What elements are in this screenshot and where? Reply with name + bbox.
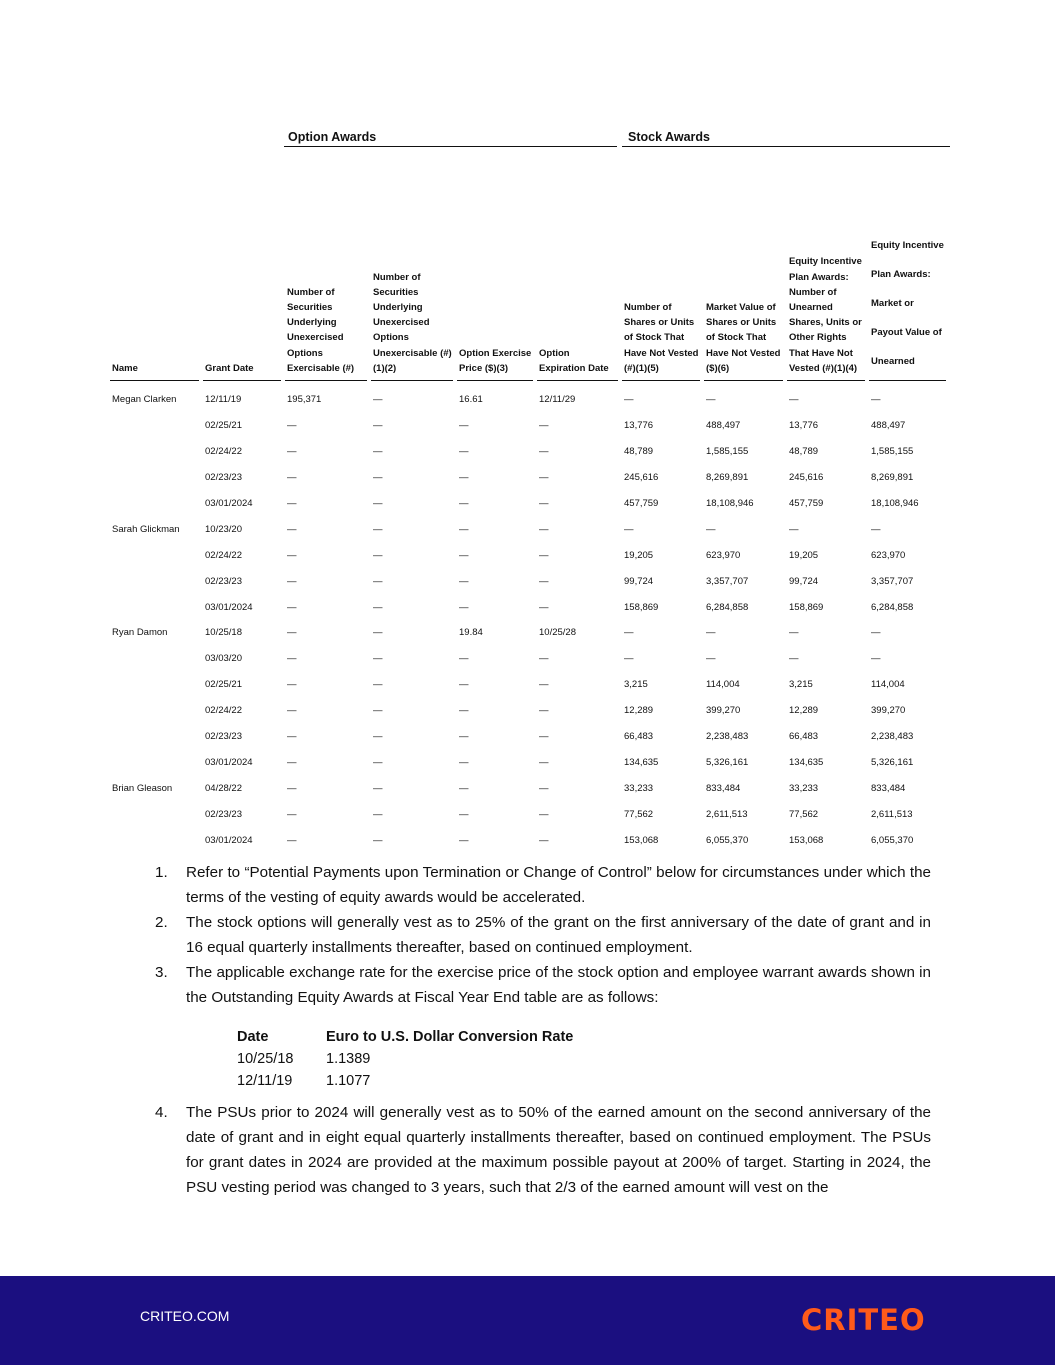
table-cell: — bbox=[539, 782, 549, 794]
table-cell: — bbox=[373, 601, 383, 613]
table-cell: 3,357,707 bbox=[706, 575, 749, 587]
footnote-text: The PSUs prior to 2024 will generally vest as to 50% of the earned amount on the second anniversary of the date of grant and in eight equal quarterly installments thereafter, based on continued employment. The PSUs for grant dates in 2024 are provided at the maximum possible payout at 200% of target. Starting in 2024, the PSU vesting period was changed to 3 years, such that 2/3 of the earned amount will vest on the bbox=[186, 1104, 931, 1196]
footnote-text: Refer to “Potential Payments upon Termination or Change of Control” below for circumstances under which the terms of the vesting of equity awards would be accelerated. bbox=[186, 864, 931, 906]
table-cell: — bbox=[373, 627, 383, 639]
table-cell: — bbox=[789, 523, 799, 535]
table-cell: 8,269,891 bbox=[706, 472, 749, 484]
header-row bbox=[110, 147, 946, 381]
table-cell: 833,484 bbox=[706, 782, 741, 794]
table-cell: — bbox=[373, 394, 383, 406]
table-cell: 623,970 bbox=[706, 549, 741, 561]
table-cell: — bbox=[459, 601, 469, 613]
footnote-text: The stock options will generally vest as to 25% of the grant on the first anniversary of the date of grant and in 16 equal quarterly installments thereafter, based on continued employment. bbox=[186, 914, 931, 956]
footnote bbox=[155, 1100, 931, 1200]
table-cell: 02/23/23 bbox=[205, 472, 242, 484]
table-cell: 19,205 bbox=[624, 549, 654, 561]
table-cell: 13,776 bbox=[789, 420, 819, 432]
table-cell bbox=[110, 698, 199, 724]
table-cell: — bbox=[706, 653, 716, 665]
table-cell: 10/25/28 bbox=[539, 627, 576, 639]
table-cell: — bbox=[871, 394, 881, 406]
table-cell: — bbox=[459, 705, 469, 717]
table-cell: — bbox=[373, 834, 383, 846]
table-cell: — bbox=[539, 653, 549, 665]
table-cell: 48,789 bbox=[789, 446, 819, 458]
table-row bbox=[110, 620, 946, 646]
table-cell: — bbox=[789, 653, 799, 665]
table-cell: — bbox=[539, 549, 549, 561]
table-cell: 2,611,513 bbox=[706, 808, 748, 820]
table-cell: — bbox=[287, 498, 297, 509]
table-cell: 153,068 bbox=[624, 834, 659, 846]
table-cell: 16.61 bbox=[459, 394, 483, 406]
rate-date: 12/11/19 bbox=[237, 1073, 293, 1089]
rate-header-rate: Euro to U.S. Dollar Conversion Rate bbox=[326, 1029, 574, 1045]
table-cell bbox=[110, 724, 199, 750]
table-cell: 195,371 bbox=[287, 394, 322, 406]
table-cell: — bbox=[624, 653, 634, 665]
table-cell: 8,269,891 bbox=[871, 472, 914, 484]
col-grant-date: Grant Date bbox=[203, 147, 281, 381]
table-cell bbox=[110, 827, 199, 853]
table-cell: 13,776 bbox=[624, 420, 654, 432]
footnote-number: 1. bbox=[155, 864, 168, 881]
table-cell: 99,724 bbox=[789, 575, 819, 587]
table-cell: 02/23/23 bbox=[205, 575, 242, 587]
table-cell bbox=[110, 439, 199, 465]
table-cell bbox=[110, 491, 199, 517]
table-cell: 158,869 bbox=[624, 601, 659, 613]
table-cell: 1,585,155 bbox=[871, 446, 914, 458]
table-cell: 134,635 bbox=[624, 756, 659, 768]
table-cell: — bbox=[539, 601, 549, 613]
table-cell: 66,483 bbox=[624, 731, 654, 743]
table-cell: 33,233 bbox=[789, 782, 819, 794]
table-cell bbox=[110, 801, 199, 827]
table-cell bbox=[110, 465, 199, 491]
table-cell: 114,004 bbox=[706, 679, 740, 691]
table-row bbox=[110, 724, 946, 750]
table-cell: 158,869 bbox=[789, 601, 824, 613]
table-cell: — bbox=[373, 782, 383, 794]
table-cell: — bbox=[459, 523, 469, 535]
col-market-value: Market Value of Shares or Units of Stock That Have Not Vested ($)(6) bbox=[704, 147, 783, 381]
table-cell: 6,284,858 bbox=[706, 601, 749, 613]
outstanding-equity-awards-table bbox=[106, 147, 950, 853]
table-cell: 10/25/18 bbox=[205, 627, 242, 639]
option-awards-header: Option Awards bbox=[284, 130, 617, 147]
table-cell: 6,284,858 bbox=[871, 601, 914, 613]
footnotes bbox=[155, 860, 931, 1200]
footnote-number: 3. bbox=[155, 964, 168, 981]
table-cell: 12/11/29 bbox=[539, 394, 576, 406]
table-cell: 457,759 bbox=[789, 498, 824, 509]
table-row bbox=[110, 749, 946, 775]
table-cell: 33,233 bbox=[624, 782, 654, 794]
table-cell: — bbox=[287, 420, 297, 432]
table-cell: 833,484 bbox=[871, 782, 906, 794]
table-cell: — bbox=[539, 498, 549, 509]
table-cell: 03/01/2024 bbox=[205, 601, 253, 613]
table-cell: — bbox=[287, 731, 297, 743]
website-link[interactable]: CRITEO.COM bbox=[140, 1308, 230, 1324]
footnote-number: 4. bbox=[155, 1104, 168, 1121]
table-cell: 3,215 bbox=[789, 679, 813, 691]
page-footer bbox=[0, 1276, 1055, 1365]
table-cell: — bbox=[373, 472, 383, 484]
table-row bbox=[110, 801, 946, 827]
table-cell: — bbox=[539, 756, 549, 768]
table-cell: 02/25/21 bbox=[205, 679, 242, 691]
table-cell: — bbox=[287, 653, 297, 665]
table-cell: — bbox=[373, 446, 383, 458]
table-cell: 12,289 bbox=[789, 705, 819, 717]
table-cell: 6,055,370 bbox=[871, 834, 914, 846]
table-cell: — bbox=[287, 705, 297, 717]
table-cell: — bbox=[459, 420, 469, 432]
table-cell: — bbox=[459, 782, 469, 794]
table-cell: 99,724 bbox=[624, 575, 654, 587]
table-cell: 02/23/23 bbox=[205, 808, 242, 820]
footnote bbox=[155, 910, 931, 960]
table-cell: Ryan Damon bbox=[112, 627, 168, 639]
table-cell: — bbox=[287, 472, 297, 484]
table-row bbox=[110, 465, 946, 491]
table-row bbox=[110, 672, 946, 698]
table-cell bbox=[110, 672, 199, 698]
table-cell: 66,483 bbox=[789, 731, 819, 743]
table-cell: 18,108,946 bbox=[871, 498, 919, 509]
table-cell: 134,635 bbox=[789, 756, 824, 768]
col-expiration: Option Expiration Date bbox=[537, 147, 618, 381]
table-cell: 77,562 bbox=[624, 808, 654, 820]
table-row bbox=[110, 542, 946, 568]
table-cell: — bbox=[287, 446, 297, 458]
table-cell: — bbox=[287, 679, 297, 691]
table-cell: — bbox=[459, 679, 469, 691]
table-cell: 02/24/22 bbox=[205, 446, 242, 458]
table-cell: 457,759 bbox=[624, 498, 659, 509]
table-cell: Brian Gleason bbox=[112, 782, 173, 794]
table-cell: — bbox=[373, 808, 383, 820]
table-cell: — bbox=[539, 705, 549, 717]
table-cell: 04/28/22 bbox=[205, 782, 242, 794]
table-cell: — bbox=[373, 523, 383, 535]
table-cell: — bbox=[459, 498, 469, 509]
table-cell: — bbox=[459, 472, 469, 484]
table-cell: 02/23/23 bbox=[205, 731, 242, 743]
table-cell: — bbox=[373, 679, 383, 691]
rate-date: 10/25/18 bbox=[237, 1051, 294, 1067]
col-unearned-shares: Equity Incentive Plan Awards: Number of Unearned Shares, Units or Other Rights That Have Not Vested (#)(1)(4) bbox=[787, 147, 865, 381]
table-cell bbox=[110, 542, 199, 568]
table-cell: 18,108,946 bbox=[706, 498, 754, 509]
table-cell: — bbox=[373, 731, 383, 743]
table-cell: — bbox=[871, 653, 881, 665]
table-cell: 03/01/2024 bbox=[205, 756, 253, 768]
table-cell: — bbox=[789, 627, 799, 639]
table-cell: 399,270 bbox=[706, 705, 741, 717]
table-cell: — bbox=[459, 446, 469, 458]
footnote bbox=[155, 960, 931, 1010]
table-cell: — bbox=[287, 627, 297, 639]
table-row bbox=[110, 827, 946, 853]
table-cell: — bbox=[789, 394, 799, 406]
table-cell: — bbox=[871, 627, 881, 639]
footnote bbox=[155, 860, 931, 910]
table-cell: 488,497 bbox=[871, 420, 906, 432]
table-cell: — bbox=[706, 523, 716, 535]
table-row bbox=[110, 413, 946, 439]
table-cell: — bbox=[287, 601, 297, 613]
table-cell: 48,789 bbox=[624, 446, 654, 458]
table-cell bbox=[110, 594, 199, 620]
table-cell: 19,205 bbox=[789, 549, 819, 561]
table-cell: 1,585,155 bbox=[706, 446, 749, 458]
table-cell: — bbox=[287, 808, 297, 820]
rate-value: 1.1389 bbox=[326, 1051, 371, 1067]
col-exercisable: Number of Securities Underlying Unexercised Options Exercisable (#) bbox=[285, 147, 367, 381]
table-cell: 5,326,161 bbox=[871, 756, 914, 768]
table-cell: — bbox=[459, 575, 469, 587]
table-cell bbox=[110, 413, 199, 439]
table-cell: — bbox=[373, 653, 383, 665]
table-cell: — bbox=[539, 472, 549, 484]
table-cell: 02/24/22 bbox=[205, 549, 242, 561]
table-cell: 02/25/21 bbox=[205, 420, 242, 432]
table-cell: 245,616 bbox=[789, 472, 824, 484]
table-cell: — bbox=[373, 705, 383, 717]
table-cell: 10/23/20 bbox=[205, 523, 242, 535]
table-cell: 2,238,483 bbox=[706, 731, 749, 743]
col-exercise-price: Option Exercise Price ($)(3) bbox=[457, 147, 533, 381]
col-shares-not-vested: Number of Shares or Units of Stock That Have Not Vested (#)(1)(5) bbox=[622, 147, 700, 381]
table-cell: 12/11/19 bbox=[205, 394, 242, 406]
table-row bbox=[110, 491, 946, 517]
table-cell: 153,068 bbox=[789, 834, 824, 846]
table-cell: — bbox=[539, 420, 549, 432]
table-cell: — bbox=[373, 575, 383, 587]
table-cell: — bbox=[871, 523, 881, 535]
table-cell: — bbox=[373, 498, 383, 509]
table-cell: 6,055,370 bbox=[706, 834, 749, 846]
table-row bbox=[110, 516, 946, 542]
table-cell: 114,004 bbox=[871, 679, 905, 691]
table-cell: — bbox=[459, 731, 469, 743]
table-cell: — bbox=[539, 731, 549, 743]
table-row bbox=[110, 775, 946, 801]
table-cell: Megan Clarken bbox=[112, 394, 177, 406]
table-cell: — bbox=[539, 446, 549, 458]
table-cell: — bbox=[624, 394, 634, 406]
col-name: Name bbox=[110, 147, 199, 381]
table-cell: — bbox=[539, 523, 549, 535]
table-cell: — bbox=[459, 549, 469, 561]
table-cell: Sarah Glickman bbox=[112, 523, 180, 535]
table-cell: 623,970 bbox=[871, 549, 906, 561]
table-cell: — bbox=[624, 523, 634, 535]
table-cell bbox=[110, 646, 199, 672]
table-cell: 5,326,161 bbox=[706, 756, 749, 768]
table-cell: — bbox=[459, 653, 469, 665]
table-cell: — bbox=[287, 756, 297, 768]
table-cell: — bbox=[539, 575, 549, 587]
table-cell: — bbox=[539, 679, 549, 691]
table-cell: — bbox=[287, 782, 297, 794]
table-cell: 03/01/2024 bbox=[205, 498, 253, 509]
table-cell: 3,357,707 bbox=[871, 575, 914, 587]
table-cell: 2,238,483 bbox=[871, 731, 914, 743]
table-cell bbox=[110, 749, 199, 775]
table-cell: — bbox=[287, 523, 297, 535]
table-row bbox=[110, 568, 946, 594]
stock-awards-header: Stock Awards bbox=[622, 130, 950, 147]
table-cell: — bbox=[459, 834, 469, 846]
table-cell: 399,270 bbox=[871, 705, 906, 717]
table-row bbox=[110, 646, 946, 672]
table-cell: — bbox=[373, 756, 383, 768]
table-cell: — bbox=[373, 549, 383, 561]
table-cell: — bbox=[287, 575, 297, 587]
table-row bbox=[110, 439, 946, 465]
footnote-text: The applicable exchange rate for the exercise price of the stock option and employee warrant awards shown in the Outstanding Equity Awards at Fiscal Year End table are as follows: bbox=[186, 964, 931, 1006]
table-cell: — bbox=[373, 420, 383, 432]
table-cell: — bbox=[459, 756, 469, 768]
table-cell: 03/01/2024 bbox=[205, 834, 253, 846]
table-cell: — bbox=[539, 834, 549, 846]
rate-header-date: Date bbox=[237, 1029, 269, 1045]
criteo-logo: CRITEO bbox=[801, 1303, 926, 1337]
rate-value: 1.1077 bbox=[326, 1073, 371, 1089]
table-cell: 488,497 bbox=[706, 420, 741, 432]
table-cell bbox=[110, 568, 199, 594]
table-row bbox=[110, 698, 946, 724]
table-row bbox=[110, 381, 946, 413]
table-cell: 02/24/22 bbox=[205, 705, 242, 717]
table-cell: 3,215 bbox=[624, 679, 648, 691]
table-cell: 19.84 bbox=[459, 627, 483, 639]
table-cell: 245,616 bbox=[624, 472, 659, 484]
table-cell: 03/03/20 bbox=[205, 653, 242, 665]
table-cell: 12,289 bbox=[624, 705, 654, 717]
table-cell: — bbox=[539, 808, 549, 820]
table-cell: — bbox=[459, 808, 469, 820]
col-unexercisable: Number of Securities Underlying Unexercised Options Unexercisable (#)(1)(2) bbox=[371, 147, 453, 381]
table-cell: — bbox=[706, 627, 716, 639]
table-cell: 2,611,513 bbox=[871, 808, 913, 820]
exchange-rate-table bbox=[237, 1026, 931, 1092]
footnote-number: 2. bbox=[155, 914, 168, 931]
table-cell: — bbox=[624, 627, 634, 639]
table-cell: — bbox=[287, 834, 297, 846]
col-payout-value: Equity Incentive Plan Awards: Market or Payout Value of Unearned bbox=[869, 147, 946, 381]
table-cell: — bbox=[287, 549, 297, 561]
table-row bbox=[110, 594, 946, 620]
table-cell: 77,562 bbox=[789, 808, 819, 820]
table-cell: — bbox=[706, 394, 716, 406]
